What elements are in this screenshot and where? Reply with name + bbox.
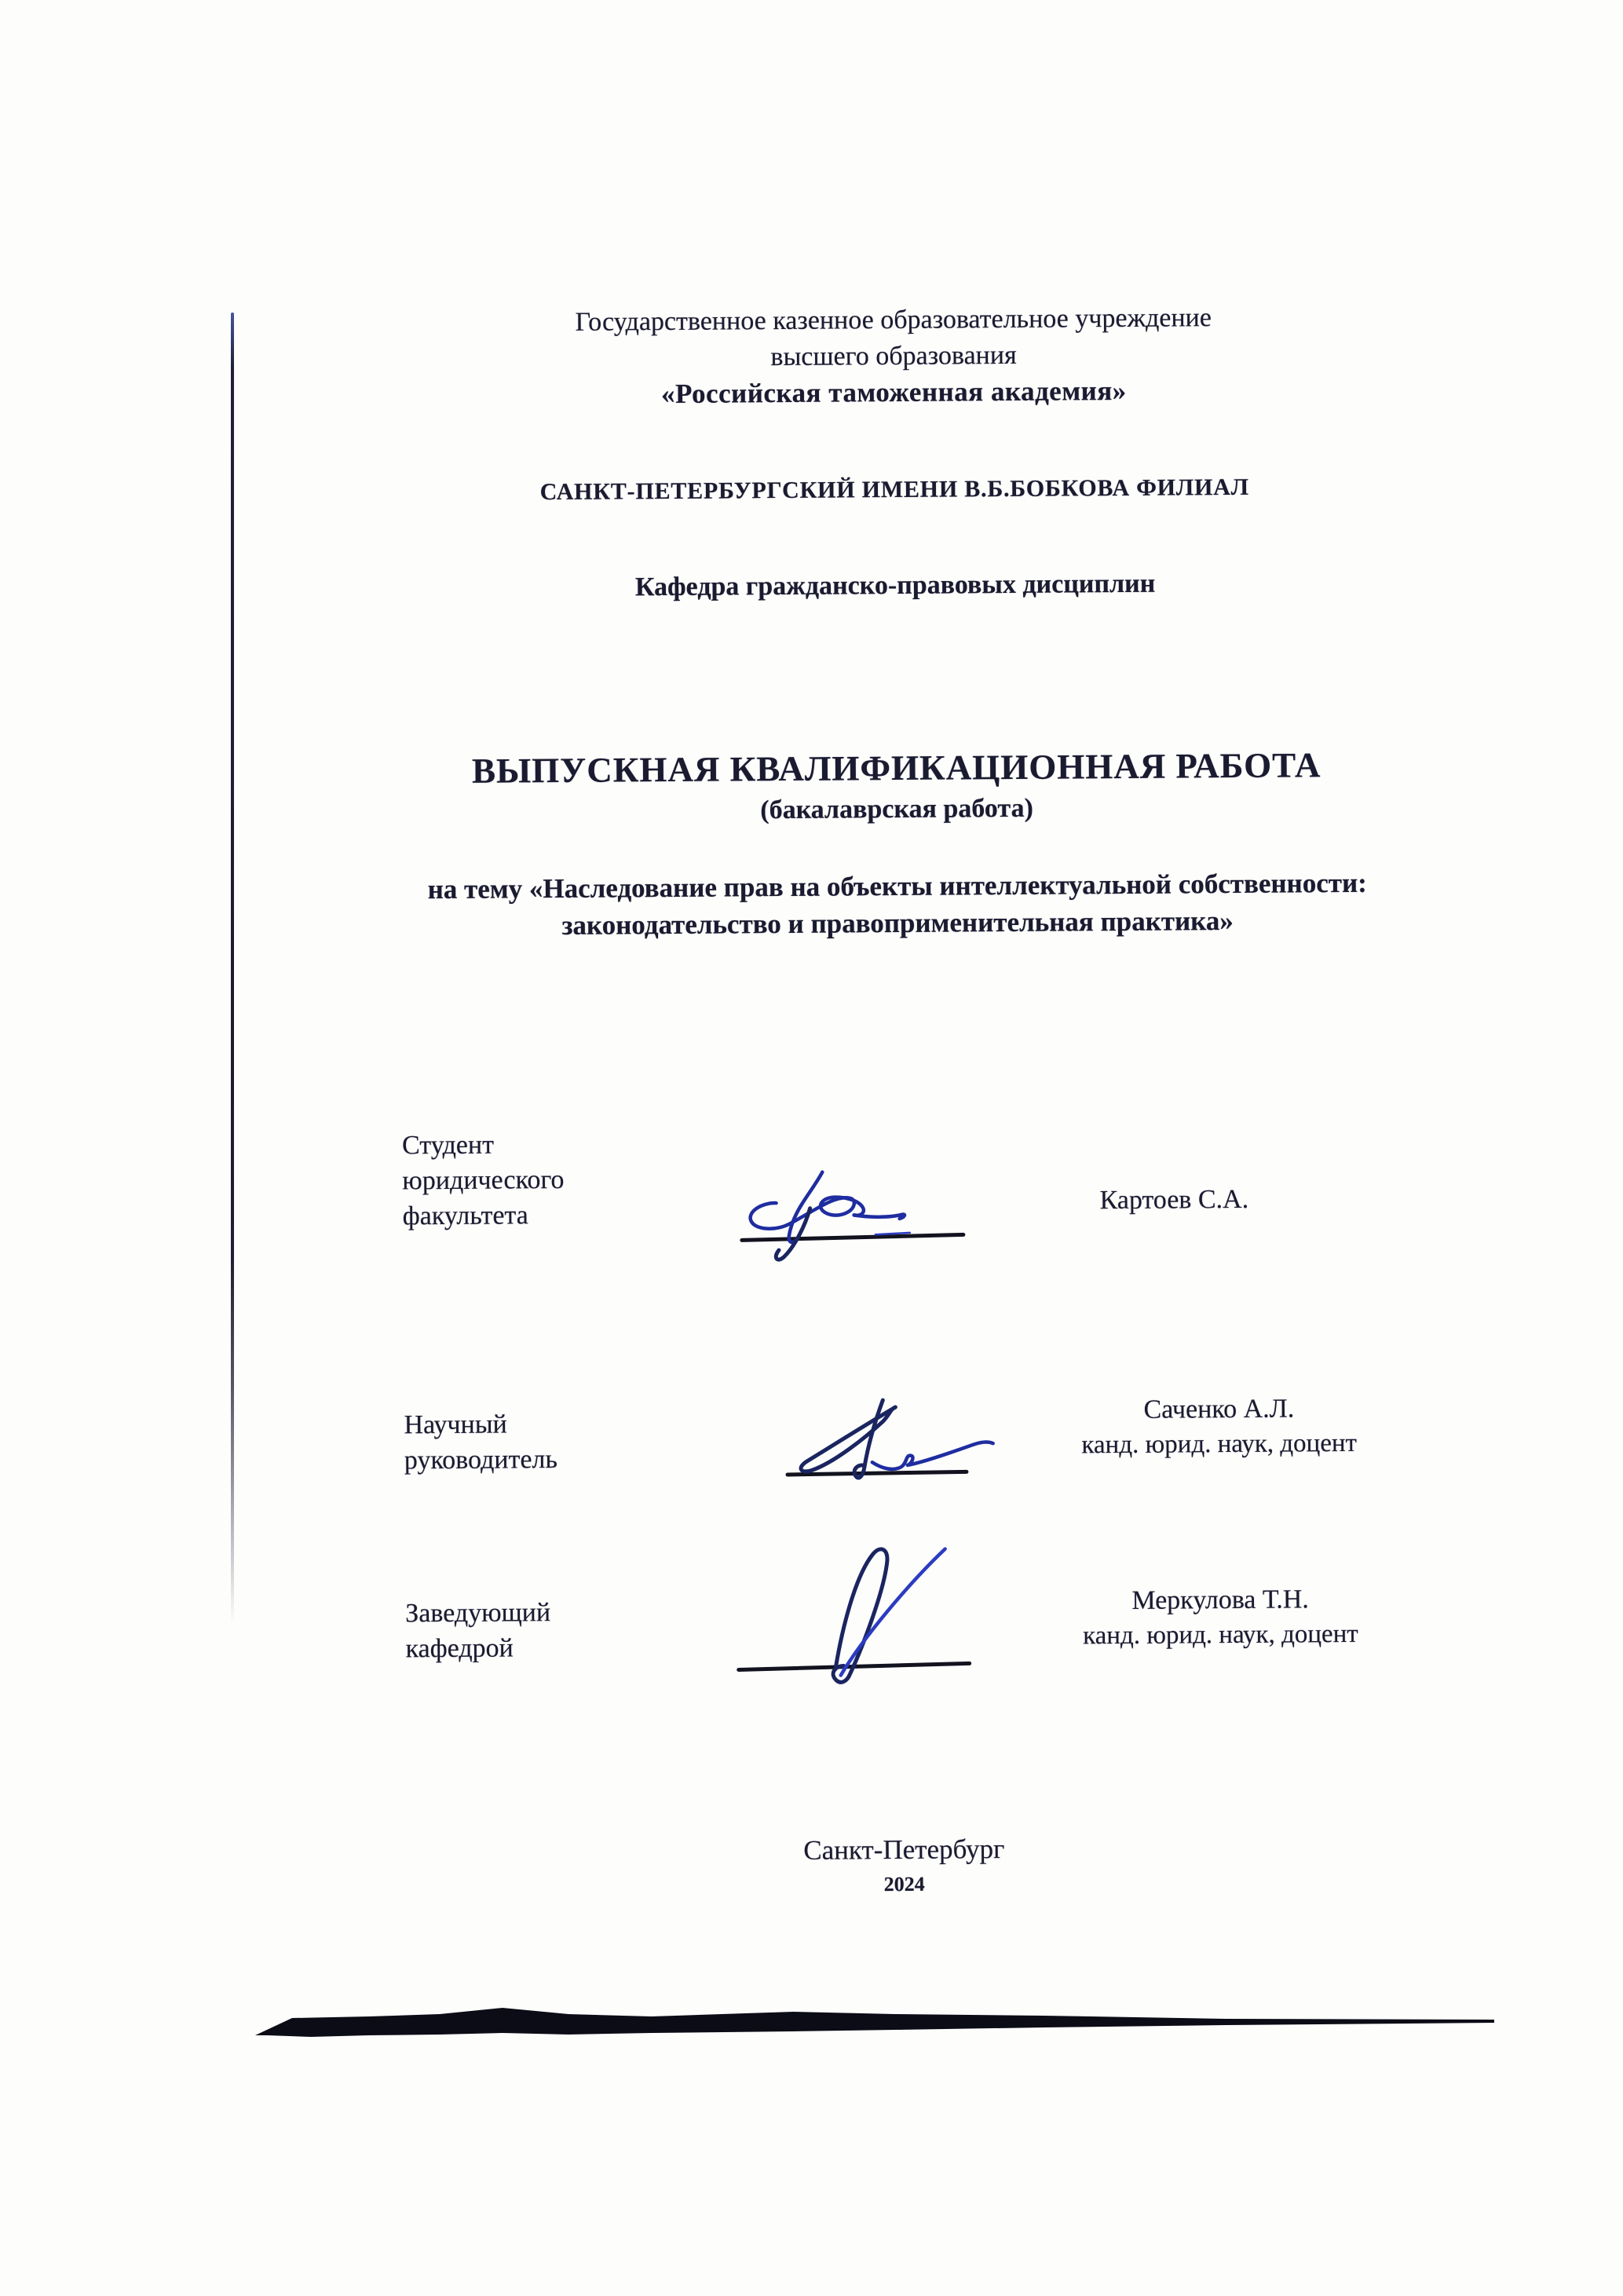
topic — [174, 863, 1622, 947]
topic-line1: на тему «Наследование прав на объекты интеллектуальной собственности: — [427, 867, 1367, 905]
signer-name-advisor: Саченко А.Л. — [1143, 1394, 1295, 1424]
signature-line — [788, 1472, 967, 1475]
signer-block-head — [1055, 1581, 1386, 1654]
year: 2024 — [883, 1872, 925, 1896]
scan-shadow-shape — [255, 2008, 1494, 2037]
role-head-line1: Заведующий — [405, 1598, 551, 1629]
city: Санкт-Петербург — [803, 1834, 1005, 1866]
role-advisor-line2: руководитель — [404, 1445, 558, 1475]
role-label-advisor — [404, 1406, 557, 1478]
scan-shadow-bottom — [0, 1994, 1623, 2057]
scan-edge-artifact-left — [231, 313, 234, 1624]
role-head-line2: кафедрой — [405, 1633, 514, 1664]
work-subtitle: (бакалаврская работа) — [760, 793, 1033, 825]
signature-line — [742, 1234, 963, 1240]
signature-stroke — [872, 1442, 993, 1469]
role-student-line3: факультета — [402, 1201, 528, 1231]
role-label-student — [402, 1127, 565, 1234]
role-label-head — [405, 1595, 551, 1666]
footer — [180, 1826, 1623, 1906]
signer-credentials-advisor: канд. юрид. наук, доцент — [1081, 1428, 1358, 1460]
institution-line3: «Российская таможенная академия» — [660, 375, 1127, 410]
topic-line2: законодательство и правоприменительная практика» — [561, 905, 1234, 941]
signature-stroke — [854, 1214, 905, 1219]
institution-line1: Государственное казенное образовательное учреждение — [575, 303, 1212, 337]
signature-head — [733, 1526, 1056, 1709]
work-title: ВЫПУСКНАЯ КВАЛИФИКАЦИОННАЯ РАБОТА — [471, 745, 1321, 791]
signature-stroke — [832, 1549, 888, 1683]
institution-header — [170, 298, 1618, 416]
signature-student — [707, 1122, 1022, 1281]
signer-name-head: Меркулова Т.Н. — [1131, 1585, 1309, 1615]
department-name: Кафедра гражданско-правовых дисциплин — [634, 569, 1156, 602]
role-student-line1: Студент — [401, 1130, 495, 1161]
institution-line2: высшего образования — [770, 340, 1017, 372]
role-student-line2: юридического — [402, 1164, 565, 1196]
branch-name: САНКТ-ПЕТЕРБУРГСКИЙ ИМЕНИ В.Б.БОБКОВА ФИЛИАЛ — [539, 473, 1249, 506]
role-advisor-line1: Научный — [404, 1409, 507, 1440]
signature-stroke — [800, 1407, 895, 1472]
signer-name-student: Картоев С.А. — [1099, 1184, 1249, 1216]
signer-credentials-head: канд. юрид. наук, доцент — [1083, 1619, 1358, 1651]
signer-block-advisor — [1054, 1391, 1384, 1464]
signature-advisor — [779, 1365, 1070, 1501]
